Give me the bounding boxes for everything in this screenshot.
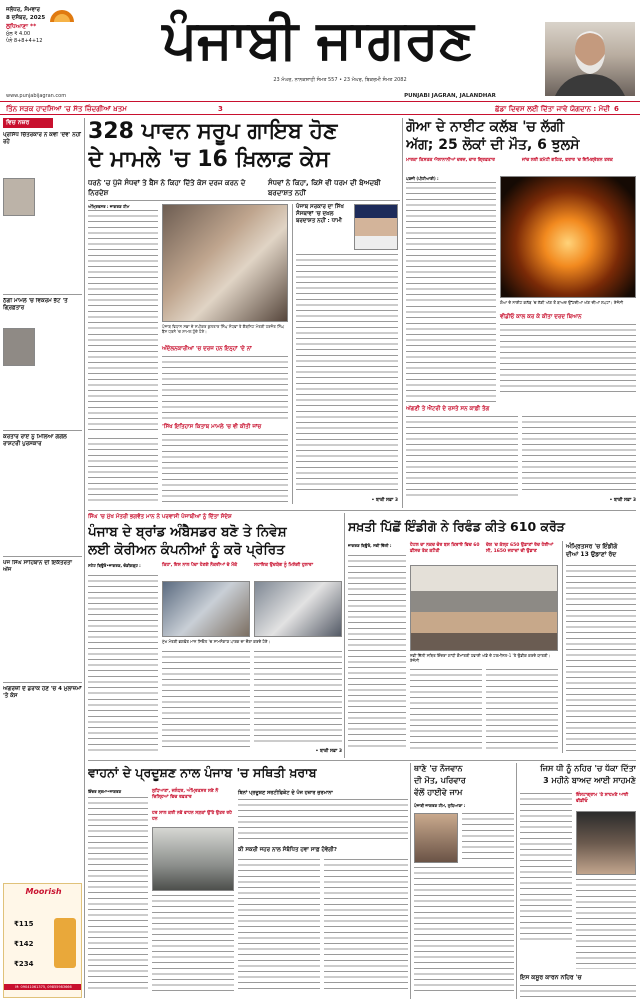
publisher: PUNJABI JAGRAN, JALANDHAR <box>404 93 496 99</box>
masthead <box>0 0 640 100</box>
lead-headline: ਦੇ ਮਾਮਲੇ 'ਚ 16 ਖ਼ਿਲਾਫ਼ ਕੇਸ <box>88 147 330 172</box>
place: ਜਲੰਧਰ, ਸੋਮਵਾਰ <box>6 7 40 13</box>
pollution-body <box>152 895 234 993</box>
pollution-body <box>88 797 148 993</box>
canal-body <box>520 985 636 997</box>
indigo-body <box>486 669 558 751</box>
edition: ਲੁਧਿਆਣਾ ** <box>6 23 37 30</box>
lead-body <box>88 210 158 330</box>
sidebar-item-body <box>39 178 82 290</box>
logo-symbol <box>48 4 76 24</box>
sidebar-item-title: ਅੰਗਰੇਜ਼ੀ ਦੇ ਡਰਾਕ ਹੋਣ 'ਚ 4 ਮੁਲਾਜ਼ਮਾਂ 'ਤੇ ਕੇਸ <box>3 686 82 699</box>
indigo-story <box>348 513 636 758</box>
indigo-photo-caption: ਨਵੀਂ ਦਿੱਲੀ ਸਥਿਤ ਇੰਦਰਾ ਗਾਂਧੀ ਕੌਮਾਂਤਰੀ ਹਵਾਈ ਅੱਡੇ ਦੇ ਟਰਮੀਨਲ-1 'ਤੇ ਉਡੀਕ ਕਰਦੇ ਯਾਤਰੀ। ਏਜੰਸੀ <box>410 653 551 663</box>
issue-date: 8 ਦਸੰਬਰ, 2025 <box>6 15 46 21</box>
goa-body <box>406 416 518 500</box>
ad-brand: Moorish <box>25 887 62 896</box>
indigo-bullet: ਹੋਟਲ ਦਾ ਨਕਦ ਚੋਰ ਬਸ ਕਿਰਾਏ ਵਿਚ 60 ਫ਼ੀਸਦ ਤੱਕ ਕਟੌਤੀ <box>410 543 480 554</box>
cm-story <box>88 513 342 758</box>
thana-body <box>462 813 514 863</box>
canal-story <box>520 763 636 999</box>
pages: ਪੰਨੇ 8+8+4+12 <box>6 38 43 44</box>
thana-headline: ਦੀ ਮੌਤ, ਪਰਿਵਾਰ <box>414 776 466 785</box>
goa-bullet: ਜਾਂਚ ਲਈ ਕਮੇਟੀ ਗਠਿਤ, ਫਰਾਰ 'ਚ ਇਮਿਗ੍ਰੇਸ਼ਨ ਤਰਕ <box>522 158 613 163</box>
cm-bullet: ਸਹਾਇਕ ਉਦਯੋਗ ਨੂੰ ਮਿਲੇਗੀ ਹੁਲਾਰਾ <box>254 563 313 568</box>
masthead-title: ਪੰਜਾਬੀ ਜਾਗਰਣ <box>162 7 474 71</box>
indigo-dateline: ਜਾਗਰਣ ਬਿਊਰੋ, ਨਵੀਂ ਦਿੱਲੀ : <box>348 543 392 548</box>
sidebar-item <box>3 560 82 680</box>
indigo-headline: ਸਖ਼ਤੀ ਪਿੱਛੋਂ ਇੰਡੀਗੋ ਨੇ ਰਿਫੰਡ ਕੀਤੇ 610 ਕਰੋੜ <box>348 519 565 534</box>
website: www.punjabijagran.com <box>6 93 67 99</box>
lead-subhead: ਅੰਦੋਲਨਕਾਰੀਆਂ 'ਚ ਦਰਜ ਹਨ ਇਨ੍ਹਾਂ 'ਦੇ ਨਾਂ <box>162 346 252 352</box>
goa-body <box>406 182 496 302</box>
sidebar-item <box>3 298 82 428</box>
goa-subhead: ਵੀਡੀਓ ਕਾਲ ਕਰ ਕੇ ਕੀਤਾ ਦਰਦ ਬਿਆਨ <box>500 314 582 320</box>
cm-photo-caption: ਮੁੱਖ ਮੰਤਰੀ ਭਗਵੰਤ ਮਾਨ ਸਿਓਲ 'ਚ ਸਾਮਸੰਗਾਣ ਪਾਰਕ ਦਾ ਦੌਰਾ ਕਰਦੇ ਹੋਏ। <box>162 639 271 644</box>
lead-byline: ਅੰਮ੍ਰਿਤਸਰ : ਜਾਗਰਣ ਟੀਮ <box>88 204 130 209</box>
lead-subhead: 'ਸਿੱਖ ਇਤਿਹਾਸ ਕਿਤਾਬ ਮਾਮਲੇ 'ਚ ਵੀ ਕੀਤੀ ਜਾਂਚ <box>162 424 262 430</box>
canal-headline: ਜਿਸ ਧੀ ਨੂੰ ਨਹਿਰ 'ਚ ਧੱਕਾ ਦਿੱਤਾ <box>540 764 636 773</box>
sidebar-header: ਵਿਚ ਨਜ਼ਰ <box>3 118 53 128</box>
pollution-bullet: ਲੁਧਿਆਣਾ, ਜਲੰਧਰ, ਅੰਮ੍ਰਿਤਸਰ ਸਣੇ ਨੌਂ ਜ਼ਿਲ੍ਹਿਆਂ ਵਿਚ ਰਫ਼ਤਾਰ <box>152 789 219 800</box>
pollution-byline: ਇੰਦਰ ਸ਼੍ਰਮਾ•ਜਾਗਰਣ <box>88 789 122 794</box>
right-col-head: ਅੰਮ੍ਰਿਤਸਰ 'ਚ ਇੰਡੀਗੋ <box>566 543 618 550</box>
sidebar-photo <box>3 328 35 366</box>
cm-dateline: ਸਟੇਟ ਬਿਊਰੋ•ਜਾਗਰਣ, ਚੰਡੀਗੜ੍ਹ : <box>88 563 141 568</box>
cm-body <box>162 651 250 749</box>
pollution-photo <box>152 827 234 891</box>
goa-headline: ਗੋਆ ਦੇ ਨਾਈਟ ਕਲੱਬ 'ਚ ਲੱਗੀ <box>406 119 565 135</box>
goa-photo-caption: ਗੋਆ ਦੇ ਨਾਈਟ ਕਲੱਬ 'ਚ ਲੱਗੀ ਅੱਗ ਤੋਂ ਬਾਅਦ ਉੱਠਦੀਆਂ ਅੱਗ ਦੀਆਂ ਲਪਟਾਂ। ਏਜੰਸੀ <box>500 300 624 305</box>
indigo-body <box>348 555 406 751</box>
pollution-body <box>324 859 408 993</box>
lead-photo-caption: ਪੰਜਾਬ ਵਿਧਾਨ ਸਭਾ ਦੇ ਸਪੀਕਰ ਕੁਲਤਾਰ ਸਿੰਘ ਸੰਧਵਾਂ ਤੇ ਕੈਬਨਿਟ ਮੰਤਰੀ ਹਰਜੋਤ ਸਿੰਘ ਬੈਂਸ ਧਰਨੇ 'ਚ ਸ਼ਾਮਲ ਹੁੰਦੇ ਹੋਏ। <box>162 324 285 334</box>
sun-logo-icon <box>48 4 76 24</box>
ad-price: ₹115 <box>14 920 34 928</box>
sidebar-item-title: ਠੱਗੀ ਮਾਮਲੇ 'ਚ ਵਿਕਰਮ ਭੱਟ 'ਤੇ ਗ੍ਰਿਫ਼ਤਾਰ <box>3 298 68 311</box>
pollution-story <box>88 763 408 999</box>
sidebar-photo <box>3 178 35 216</box>
masthead-subdates: 23 ਮੱਘਰ, ਨਾਨਕਸ਼ਾਹੀ ਸੰਮਤ 557 • 23 ਮੱਘਰ, ਬਿਕਰਮੀ ਸੰਮਤ 2082 <box>273 77 407 83</box>
ad-product-icon <box>54 918 76 968</box>
canal-headline: 3 ਮਹੀਨੇ ਬਾਅਦ ਆਈ ਸਾਹਮਣੇ <box>543 776 636 785</box>
right-col-head: ਦੀਆਂ 13 ਉਡਾਣਾਂ ਰੱਦ <box>566 551 617 558</box>
ticker-left-page: 3 <box>218 105 223 113</box>
goa-story <box>406 118 636 508</box>
indigo-bullet: ਦੇਸ਼ 'ਚ ਕੱਲ੍ਹ 650 ਉਡਾਣਾਂ ਰੱਦ ਹੋਈਆਂ ਸੀ, 1650 ਜਹਾਜ਼ਾਂ ਦੀ ਉਡਾਣ <box>486 543 554 554</box>
cm-body <box>88 699 158 751</box>
cm-headline: ਪੰਜਾਬ ਦੇ ਬ੍ਰਾਂਡ ਅੰਬੈਸਡਰ ਬਣੋ ਤੇ ਨਿਵੇਸ਼ <box>88 524 287 540</box>
indigo-body <box>410 669 482 751</box>
ticker-right-page: 6 <box>614 105 619 113</box>
side-headline: ਪੰਜਾਬ ਸਰਕਾਰ ਦਾ ਸਿੱਖ ਸੰਸਥਾਵਾਂ 'ਚ ਦਖ਼ਲ ਬਰਦਾਸ਼ਤ ਨਹੀਂ : ਧਾਮੀ <box>296 204 344 224</box>
cm-continued: • ਬਾਕੀ ਸਫ਼ਾ 3 <box>315 749 342 754</box>
pollution-headline: ਵਾਹਨਾਂ ਦੇ ਪ੍ਰਦੂਸ਼ਣ ਨਾਲ ਪੰਜਾਬ 'ਚ ਸਥਿਤੀ ਖ਼ਰਾਬ <box>88 765 317 780</box>
thana-headline: ਥਾਣੇ 'ਚ ਨੌਜਵਾਨ <box>414 764 463 773</box>
sidebar <box>3 118 82 998</box>
ad-box <box>3 883 82 998</box>
ad-contact: M: 09041061375, 09855983666 <box>4 984 82 990</box>
sidebar-item <box>3 434 82 554</box>
canal-body <box>576 879 636 969</box>
pollution-body <box>238 799 408 839</box>
goa-bullet: ਮਾਰਕਾ ਕਿਸਤਕ ਐਲਾਨਾਨੀਆਂ ਦਰਜ, ਚਾਰ ਗ੍ਰਿਫ਼ਤਾਰ <box>406 158 495 163</box>
ticker-right: ਛੱਡਾ ਦਿਵਸ ਲਈ ਦਿੱਤਾ ਜਾਵੇ ਯੋਗਦਾਨ : ਮੋਦੀ <box>495 105 610 113</box>
sidebar-item <box>3 132 82 292</box>
cm-kicker: ਸਿੰਘ 'ਚ ਮੁੱਖ ਮੰਤਰੀ ਭਗਵੰਤ ਮਾਨ ਨੇ ਪਰਵਾਸੀ ਪੰਜਾਬੀਆਂ ਨੂੰ ਦਿੱਤਾ ਸੰਦੇਸ਼ <box>88 514 232 520</box>
cm-body <box>88 575 158 695</box>
sidebar-item-title: ਕਰਤਾਰ ਰਾਏ ਨੂੰ ਮਿਲਿਆ ਗੋਗੇਲ ਰਾਸ਼ਟਰੀ ਪੁਰਸਕਾਰ <box>3 434 67 447</box>
goa-body <box>406 306 496 402</box>
price: ਮੁੱਲ ₹ 4.00 <box>6 31 31 37</box>
goa-headline: ਅੱਗ; 25 ਲੋਕਾਂ ਦੀ ਮੌਤ, 6 ਝੁਲਸੇ <box>406 137 580 153</box>
cm-body <box>254 651 342 743</box>
thana-dateline: ਪੰਜਾਬੀ ਜਾਗਰਣ ਟੀਮ, ਲੁਧਿਆਣਾ : <box>414 803 466 808</box>
dhami-photo <box>354 204 398 250</box>
thana-body <box>414 867 514 993</box>
cm-photo-2 <box>254 581 342 637</box>
canal-body <box>520 793 572 943</box>
lead-continued: • ਬਾਕੀ ਸਫ਼ਾ 3 <box>371 498 398 503</box>
ticker-bar <box>0 101 640 115</box>
goa-continued: • ਬਾਕੀ ਸਫ਼ਾ 3 <box>609 498 636 503</box>
lead-body <box>162 434 288 502</box>
goa-photo <box>500 176 636 298</box>
cm-headline: ਲਈ ਕੋਰੀਅਨ ਕੰਪਨੀਆਂ ਨੂੰ ਕਰੋ ਪ੍ਰੇਰਿਤ <box>88 542 285 558</box>
sidebar-item-title: ਪ੍ਰਸਿੱਧ ਚਿੱਤਰਕਾਰ ਨੇ ਕਵੀ 'ਦੇਵ' ਨਹੀਂ ਰਹੇ <box>3 132 81 145</box>
thana-headline: ਵੱਲੋਂ ਹਾਈਵੇ ਜਾਮ <box>414 788 463 797</box>
goa-body <box>500 324 636 394</box>
cm-photo-1 <box>162 581 250 637</box>
indigo-photo <box>410 565 558 651</box>
goa-subhead: ਅੱਗਣੀ ਤੇ ਐਂਟਰੀ ਦੇ ਰਸਤੇ ਸਨ ਕਾਫ਼ੀ ਤੰਗ <box>406 406 490 412</box>
canal-caption: ਇੰਸਟਾਗ੍ਰਾਮ 'ਤੇ ਸਾਹਮਣੇ ਆਈ ਵੀਡੀਓ <box>576 793 629 804</box>
lead-photo <box>162 204 288 322</box>
modi-photo <box>545 22 635 96</box>
pollution-deck: ਬਿਨਾਂ ਪ੍ਰਦੂਸ਼ਣ ਸਰਟੀਫਿਕੇਟ ਦੇ ਪੰਜ ਹਜ਼ਾਰ ਜੁਰਮਾਨਾ <box>238 790 333 796</box>
canal-photo <box>576 811 636 875</box>
sidebar-item <box>3 686 82 876</box>
lead-body <box>162 356 288 420</box>
goa-body <box>522 416 636 494</box>
pollution-question: ਕੀ ਸਕਰੀ ਜਹਰ ਨਾਲ ਸੰਬੰਧਿਤ ਹਵਾ ਸਾਫ਼ ਹੋਵੇਗੀ? <box>238 847 337 853</box>
pollution-bullet: ਹਰ ਸਾਲ ਕਈ ਨਵੇਂ ਵਾਹਨ ਸੜਕਾਂ ਉੱਤੇ ਉਤਰ ਰਹੇ ਹਨ <box>152 811 232 822</box>
thana-photo <box>414 813 458 863</box>
lead-story <box>88 118 400 508</box>
lead-deck-left: ਧਰਨੇ 'ਚ ਪੁੱਜੇ ਸੰਧਵਾਂ ਤੇ ਬੈਂਸ ਨੇ ਕਿਹਾ ਦਿੱਤੇ ਕੇਸ ਦਰਜ ਕਰਨ ਦੇ ਨਿਰਦੇਸ਼ <box>88 179 246 197</box>
right-col-body <box>566 565 636 751</box>
lead-deck-right: ਸੰਧਵਾਂ ਨੇ ਕਿਹਾ, ਕਿਸੇ ਵੀ ਧਰਮ ਦੀ ਬੇਅਦਬੀ ਬਰਦਾਸ਼ਤ ਨਹੀਂ <box>268 179 381 197</box>
canal-subhead: ਇਸ ਕਸੂਰ ਕਾਰਨ ਨਹਿਰ 'ਚ <box>520 974 582 981</box>
goa-dateline: ਪਣਜੀ (ਪੀਟੀਆਈ) : <box>406 176 439 181</box>
ad-price: ₹142 <box>14 940 34 948</box>
side-body <box>296 254 398 494</box>
ticker-left: ਤਿੰਨ ਸੜਕ ਹਾਦਸਿਆਂ 'ਚ ਸੱਤ ਜ਼ਿੰਦਗੀਆਂ ਖ਼ਤਮ <box>6 105 127 113</box>
lead-body <box>88 438 158 502</box>
cm-bullet: ਕਿਹਾ, ਇਸ ਨਾਲ ਪੈਦਾ ਹੋਣਗੇ ਨੌਕਰੀਆਂ ਦੇ ਮੌਕੇ <box>162 563 238 568</box>
lead-body <box>88 334 158 434</box>
ad-price: ₹234 <box>14 960 34 968</box>
sidebar-item-title: ਪੰਜ ਸਿੰਘ ਸਾਹਿਬਾਨ ਦੀ ਇਕੱਤਰਤਾ ਅੱਜ <box>3 560 73 573</box>
pollution-body <box>238 859 320 993</box>
thana-story <box>414 763 514 999</box>
lead-headline: 328 ਪਾਵਨ ਸਰੂਪ ਗਾਇਬ ਹੋਣ <box>88 119 338 144</box>
